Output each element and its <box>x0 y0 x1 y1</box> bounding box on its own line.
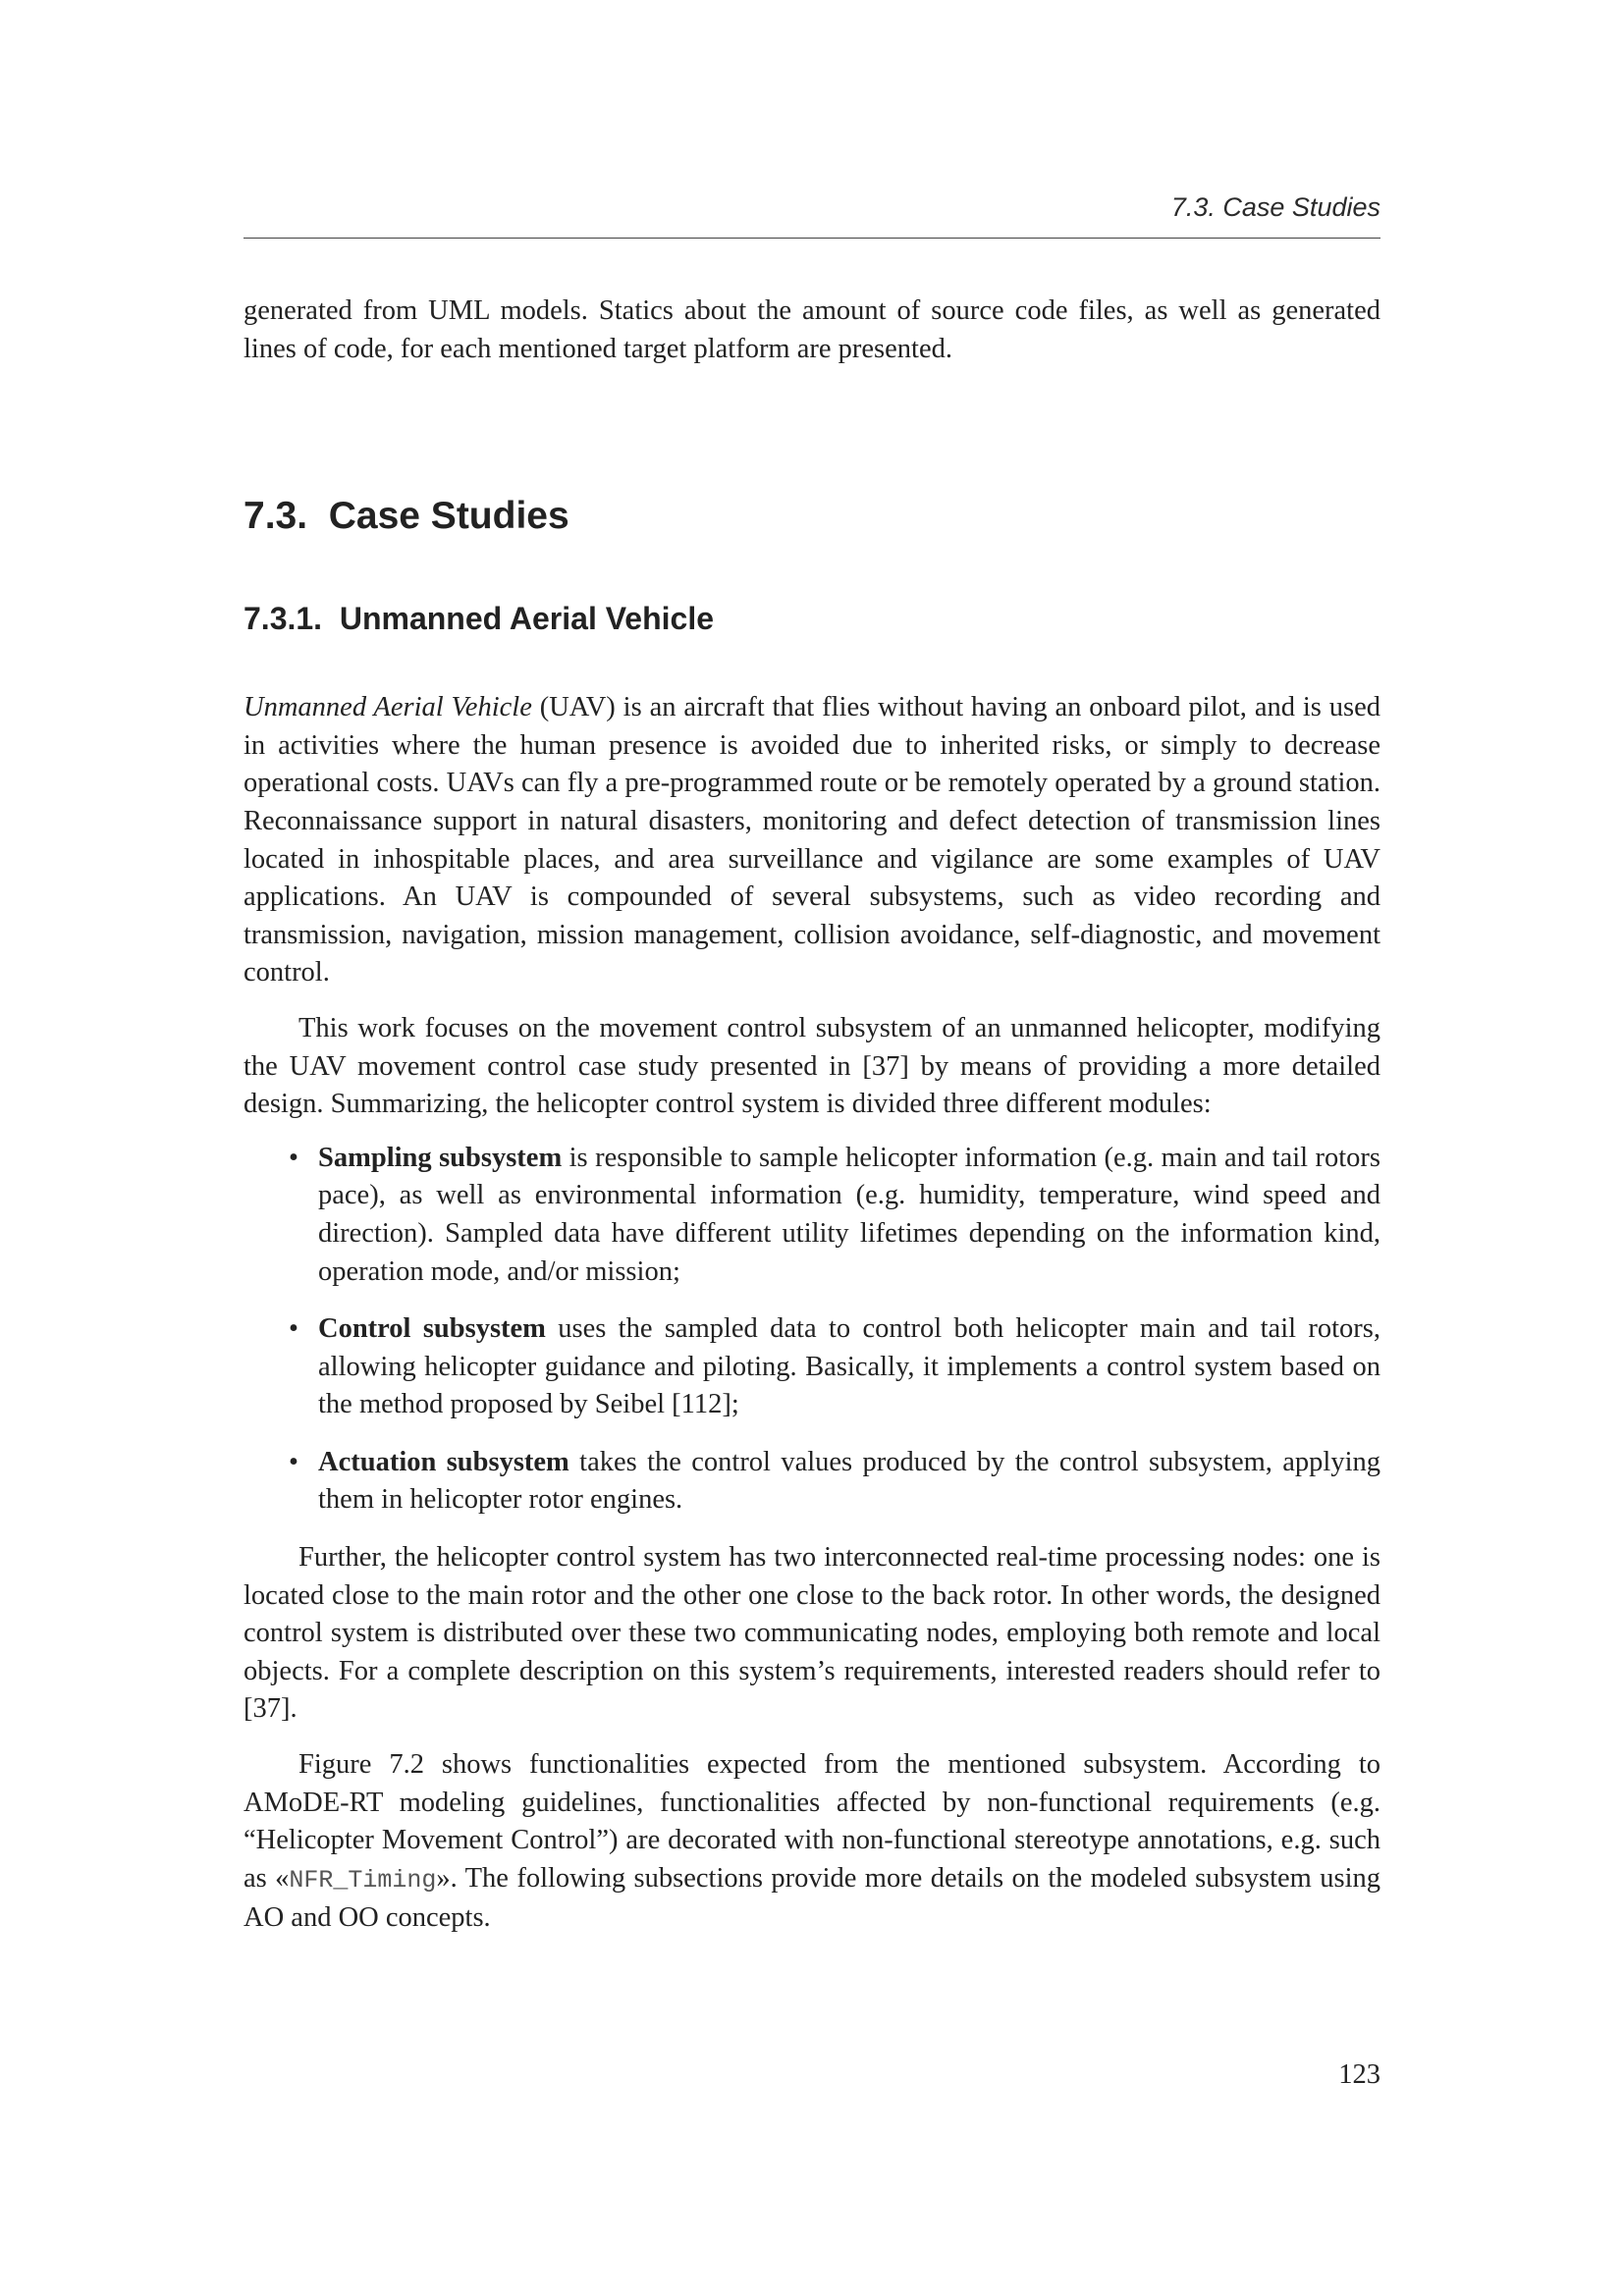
paragraph-uav-text: (UAV) is an aircraft that flies without having an onboard pilot, and is used in activities where the human presence is avoided due to inherited risks, or simply to decrease operational costs. UAVs can fly a pre-programmed route or be remotely operated by a ground station. Reconnaissance support in natural disasters, monitoring and defect detection of transmission lines located in inhospitable places, and area surveillance and vigilance are some examples of UAV applications. An UAV is compounded of several subsystems, such as video recording and transmission, navigation, mission management, collision avoidance, self-diagnostic, and movement control. <box>243 692 1380 988</box>
list-item <box>243 1140 1380 1291</box>
section-heading <box>243 493 1380 540</box>
figure-ref-text: Figure 7.2 shows functionalities expected from the mentioned subsystem. According to AMoDE-RT modeling guidelines, functionalities affected by non-functional requirements (e.g. “Helicopter Movement Control”) are decorated with non-functional stereotype annotations, e.g. such as « <box>243 1749 1380 1894</box>
list-item <box>243 1310 1380 1424</box>
bullet-icon: • <box>289 1313 298 1345</box>
paragraph-movement-control: This work focuses on the movement control subsystem of an unmanned helicopter, modifying the UAV movement control case study presented in [37] by means of providing a more detailed design. Summarizing, the helicopter control system is divided three different modules: <box>243 1012 1380 1120</box>
figure-ref-text-end: ». The following subsections provide more details on the modeled subsystem using AO and OO concepts. <box>243 1862 1380 1934</box>
list-item <box>243 1444 1380 1520</box>
section-title: Case Studies <box>328 495 569 538</box>
page-number: 123 <box>1338 2059 1380 2090</box>
subsection-title: Unmanned Aerial Vehicle <box>339 601 715 637</box>
stereotype-code: NFR_Timing <box>289 1865 437 1895</box>
section-number: 7.3. <box>243 495 308 538</box>
bullet-icon: • <box>289 1142 298 1173</box>
intro-paragraph: generated from UML models. Statics about the amount of source code files, as well as generated lines of code, for each mentioned target platform are presented. <box>243 295 1380 364</box>
bullet-icon: • <box>289 1446 298 1477</box>
paragraph-processing-nodes: Further, the helicopter control system has two interconnected real-time processing nodes: one is located close to the main rotor and the other one close to the back rotor. In other words, the designed control system is distributed over these two communicating nodes, employing both remote and local objects. For a complete description on this system’s requirements, interested readers should refer to [37]. <box>243 1542 1380 1725</box>
list-item-term: Actuation subsystem <box>318 1446 569 1477</box>
header-rule <box>243 238 1380 239</box>
running-header: 7.3. Case Studies <box>1170 192 1380 222</box>
paragraph-figure-reference <box>243 1746 1380 1938</box>
list-item-text: is responsible to sample helicopter information (e.g. main and tail rotors pace), as well as environmental information (e.g. humidity, temperature, wind speed and direction). Sampled data have different utility lifetimes depending on the information kind, operation mode, and/or mission; <box>318 1142 1380 1287</box>
uav-term: Unmanned Aerial Vehicle <box>243 692 532 723</box>
list-item-text: takes the control values produced by the control subsystem, applying them in helicopter rotor engines. <box>318 1446 1380 1516</box>
subsystem-list <box>243 1140 1380 1520</box>
list-item-term: Sampling subsystem <box>318 1142 563 1173</box>
subsection-heading <box>243 599 1380 638</box>
page-body <box>243 293 1380 1938</box>
subsection-number: 7.3.1. <box>243 601 323 637</box>
paragraph-uav-definition <box>243 689 1380 992</box>
list-item-term: Control subsystem <box>318 1313 546 1345</box>
list-item-text: uses the sampled data to control both helicopter main and tail rotors, allowing helicopter guidance and piloting. Basically, it implements a control system based on the method proposed by Seibel [112]; <box>318 1313 1380 1420</box>
